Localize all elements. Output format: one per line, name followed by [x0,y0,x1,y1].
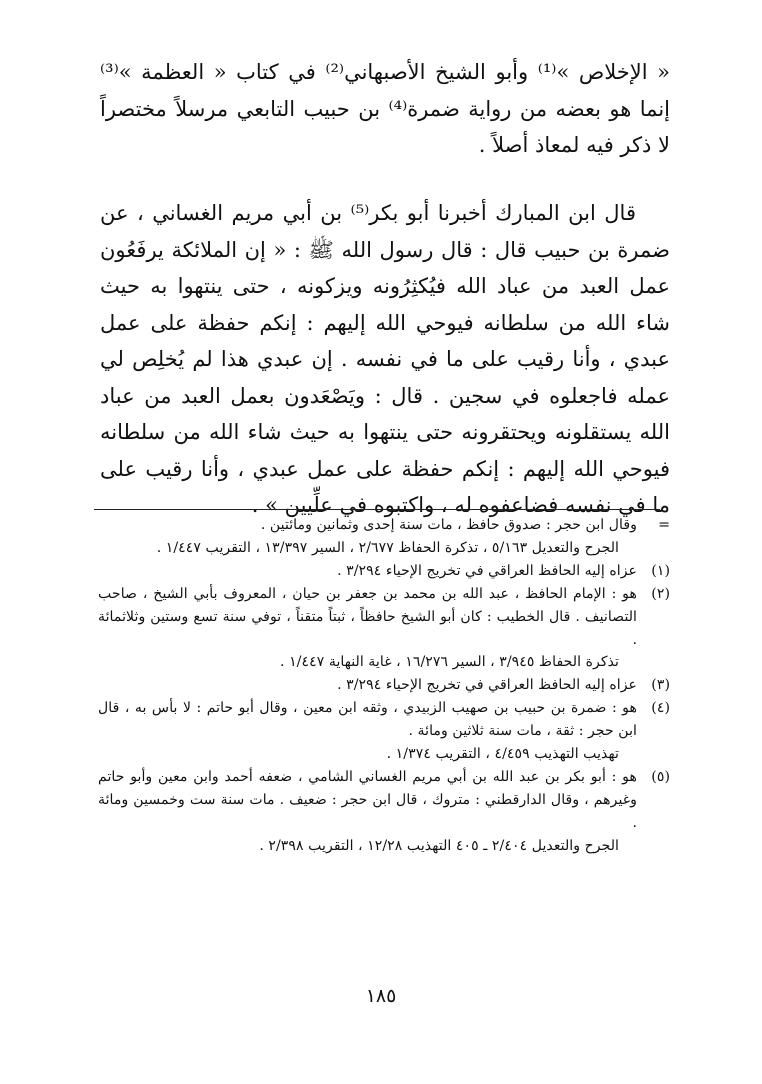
footnote-4-refs: تهذيب التهذيب ٤/٤٥٩ ، التقريب ١/٣٧٤ . [386,746,619,763]
footnote-5-text: هو : أبو بكر بن عبد الله بن أبي مريم الغساني الشامي ، ضعفه أحمد وابن معين وأبو حاتم وغيرهم ، وقال الدارقطني : متروك ، قال ابن حجر : ضعيف . مات سنة ست وخمسين ومائة . [98,768,637,831]
footnote-1-text: عزاه إليه الحافظ العراقي في تخريج الإحياء ٣/٢٩٤ . [337,562,637,579]
footnote-2 [98,583,670,675]
footnote-4-number: (٤) [651,700,670,717]
footnote-continuation [98,514,670,560]
footnote-2-refs: تذكرة الحفاظ ٣/٩٤٥ ، السير ١٦/٢٧٦ ، غاية النهاية ١/٤٤٧ . [280,654,619,671]
footnote-continuation-refs: الجرح والتعديل ٥/١٦٣ ، تذكرة الحفاظ ٢/٦٧٧ ، السير ١٣/٣٩٧ ، التقريب ١/٤٤٧ . [156,539,619,556]
footnote-1 [98,560,670,583]
footnote-2-text: هو : الإمام الحافظ ، عبد الله بن محمد بن جعفر بن حيان ، المعروف بأبي الشيخ ، صاحب التصانيف . قال الخطيب : كان أبو الشيخ حافظاً ، ثبتاً متقناً ، توفي سنة تسع وستين وثلاثمائة . [98,585,637,648]
footnote-4-text: هو : ضمرة بن حبيب بن صهيب الزبيدي ، وثقه ابن معين ، وقال أبو حاتم : لا بأس به ، قال ابن حجر : ثقة ، مات سنة ثلاثين ومائة . [98,700,637,740]
footnote-5 [98,766,670,858]
paragraph-1: « الإخلاص »⁽¹⁾ وأبو الشيخ الأصبهاني⁽²⁾ في كتاب « العظمة »⁽³⁾ إنما هو بعضه من رواية ضمرة⁽⁴⁾ بن حبيب التابعي مرسلاً مختصراً لا ذكر فيه لمعاذ أصلاً . [100,60,671,157]
footnotes-section [98,514,670,858]
footnote-4 [98,697,670,766]
footnote-5-refs: الجرح والتعديل ٢/٤٠٤ ـ ٤٠٥ التهذيب ١٢/٢٨ ، التقريب ٢/٣٩٨ . [259,837,619,854]
footnote-2-number: (٢) [651,585,670,602]
main-text-block-2 [100,195,670,524]
footnote-3-text: عزاه إليه الحافظ العراقي في تخريج الإحياء ٣/٢٩٤ . [337,677,637,694]
footnote-continuation-text: وقال ابن حجر : صدوق حافظ ، مات سنة إحدى وثمانين ومائتين . [260,517,637,533]
footnote-5-number: (٥) [651,768,670,785]
footnote-3-number: (٣) [651,677,670,694]
page-number: ١٨٥ [365,985,397,1007]
footnote-1-number: (١) [651,562,670,579]
footnote-3 [98,674,670,697]
main-text-block-1 [100,54,670,164]
footnote-separator-line [94,509,660,510]
paragraph-2: قال ابن المبارك أخبرنا أبو بكر⁽⁵⁾ بن أبي مريم الغساني ، عن ضمرة بن حبيب قال : قال رسول الله ﷺ : « إن الملائكة يرفَعُون عمل العبد من عباد الله فيُكثِرُونه ويزكونه ، حتى ينتهوا به حيث شاء الله من سلطانه فيوحي الله إليهم : إنكم حفظة على عمل عبدي ، وأنا رقيب على ما في نفسه . إن عبدي هذا لم يُخلِص لي عمله فاجعلوه في سجين . قال : ويَصْعَدون بعمل العبد من عباد الله يستقلونه ويحتقرونه حتى ينتهوا به حيث شاء الله من سلطانه فيوحي الله إليهم : إنكم حفظة على عمل عبدي ، وأنا رقيب على ما في نفسه فضاعفوه له ، واكتبوه في علِّيين » . [100,201,670,517]
footnote-continuation-marker: = [658,517,670,533]
